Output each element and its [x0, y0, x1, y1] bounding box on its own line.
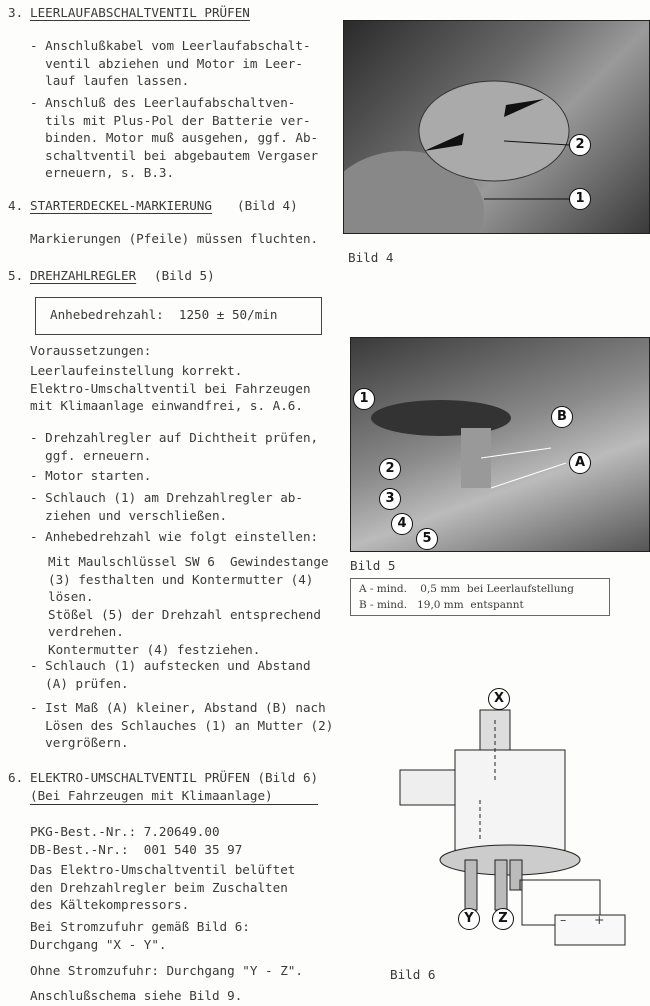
section-4-text: Markierungen (Pfeile) müssen fluchten.	[30, 231, 319, 246]
figure-6-caption: Bild 6	[390, 967, 436, 982]
section-5-number: 5.	[8, 268, 24, 283]
fig6-label-z: Z	[492, 908, 514, 930]
battery-plus-label: +	[594, 912, 605, 927]
fig5-label-5: 5	[416, 528, 438, 550]
fig4-label-1: 1	[569, 188, 591, 210]
section-6-number: 6.	[8, 770, 24, 785]
figure-5-photo	[350, 337, 650, 552]
fig5-label-2: 2	[379, 458, 401, 480]
section-4-number: 4.	[8, 198, 24, 213]
figure-4-photo	[343, 20, 650, 234]
section-3-title: LEERLAUFABSCHALTVENTIL PRÜFEN	[30, 5, 250, 20]
section-5-title: DREHZAHLREGLER	[30, 268, 137, 283]
figure-5-caption: Bild 5	[350, 558, 396, 573]
fig6-label-y: Y	[458, 908, 480, 930]
section-3-step-1: - Anschlußkabel vom Leerlaufabschalt- ventil abziehen und Motor im Leer- lauf laufen lassen.	[30, 38, 311, 88]
prerequisites-title: Voraussetzungen:	[30, 343, 152, 358]
prerequisites-text: Leerlaufeinstellung korrekt. Elektro-Umschaltventil bei Fahrzeugen mit Klimaanlage einwandfrei, s. A.6.	[30, 363, 311, 413]
battery-minus-label: –	[560, 912, 567, 927]
fig6-label-x: X	[488, 688, 510, 710]
fig5-label-4: 4	[391, 513, 413, 535]
section-6-title: ELEKTRO-UMSCHALTVENTIL PRÜFEN (Bild 6) (Bei Fahrzeugen mit Klimaanlage)	[30, 769, 318, 805]
section-5-step-6: - Ist Maß (A) kleiner, Abstand (B) nach Lösen des Schlauches (1) an Mutter (2) vergrößern.	[30, 700, 334, 750]
section-3-step-2: - Anschluß des Leerlaufabschaltven- tils mit Plus-Pol der Batterie ver- binden. Motor muß ausgehen, ggf. Ab- schaltventil bei abgebautem Vergaser erneuern, s. B.3.	[30, 95, 319, 180]
section-3-number: 3.	[8, 5, 24, 20]
section-5-step-3: - Schlauch (1) am Drehzahlregler ab- ziehen und verschließen.	[30, 490, 303, 523]
section-4-title: STARTERDECKEL-MARKIERUNG	[30, 198, 212, 213]
section-5-ref: (Bild 5)	[154, 268, 215, 283]
section-6-para-2: Bei Stromzufuhr gemäß Bild 6: Durchgang "X - Y".	[30, 919, 250, 952]
part-numbers: PKG-Best.-Nr.: 7.20649.00 DB-Best.-Nr.: 001 540 35 97	[30, 824, 243, 857]
fig5-label-b: B	[551, 406, 573, 428]
idle-speed-box	[35, 297, 322, 335]
section-5-step-2: - Motor starten.	[30, 468, 152, 483]
section-6-para-4: Anschlußschema siehe Bild 9.	[30, 988, 243, 1003]
section-5-step-4: - Anhebedrehzahl wie folgt einstellen:	[30, 529, 319, 544]
fig5-label-1: 1	[353, 388, 375, 410]
figure-5-spec-table: A - mind. 0,5 mm bei Leerlaufstellung B - mind. 19,0 mm entspannt	[350, 578, 610, 616]
section-5-step-4-detail: Mit Maulschlüssel SW 6 Gewindestange (3) festhalten und Kontermutter (4) lösen. Stößel (5) der Drehzahl entsprechend verdrehen. Kontermutter (4) festziehen.	[48, 554, 329, 657]
figure-4-drawing	[344, 21, 649, 233]
section-6-para-1: Das Elektro-Umschaltventil belüftet den Drehzahlregler beim Zuschalten des Kältekompressors.	[30, 862, 296, 912]
fig4-label-2: 2	[569, 134, 591, 156]
section-4-ref: (Bild 4)	[237, 198, 298, 213]
section-5-step-5: - Schlauch (1) aufstecken und Abstand (A) prüfen.	[30, 658, 311, 691]
figure-4-caption: Bild 4	[348, 250, 394, 265]
idle-speed-spec: Anhebedrehzahl: 1250 ± 50/min	[50, 307, 278, 322]
fig5-label-a: A	[569, 452, 591, 474]
section-6-para-3: Ohne Stromzufuhr: Durchgang "Y - Z".	[30, 963, 303, 978]
fig5-label-3: 3	[379, 488, 401, 510]
section-5-step-1: - Drehzahlregler auf Dichtheit prüfen, ggf. erneuern.	[30, 430, 319, 463]
